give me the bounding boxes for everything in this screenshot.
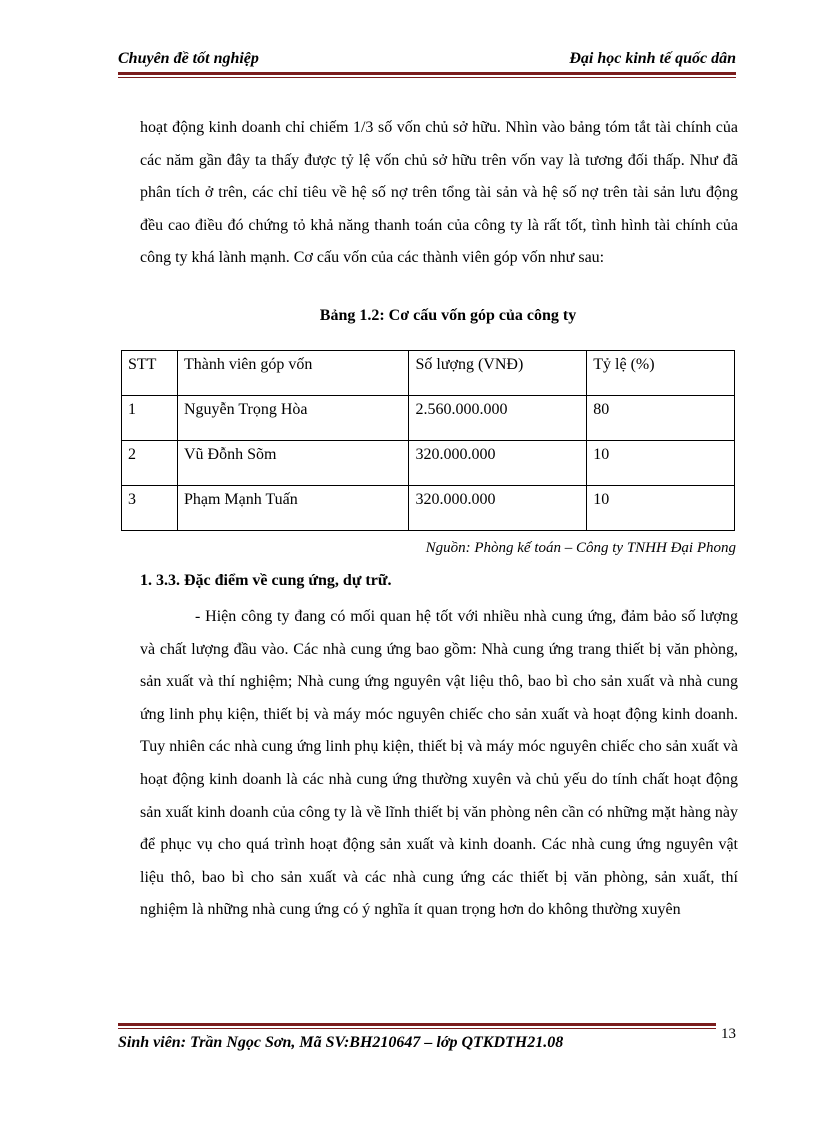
table-cell: 10	[587, 486, 735, 531]
page-header	[118, 50, 736, 72]
capital-table	[121, 350, 735, 531]
section-heading: 1. 3.3. Đặc điểm về cung ứng, dự trữ.	[140, 572, 392, 589]
table-cell: Phạm Mạnh Tuấn	[177, 486, 409, 531]
table-cell: 320.000.000	[409, 486, 587, 531]
footer-rule	[118, 1023, 716, 1029]
page-number: 13	[721, 1026, 736, 1042]
header-cell: Thành viên góp vốn	[177, 351, 409, 396]
header-thesis-title: Chuyên đề tốt nghiệp	[118, 50, 259, 67]
header-rule	[118, 72, 736, 78]
table-row	[122, 441, 735, 486]
table-cell: 3	[122, 486, 178, 531]
table-header-row	[122, 351, 735, 396]
table-cell: 2	[122, 441, 178, 486]
table-cell: 10	[587, 441, 735, 486]
table-source-note: Nguồn: Phòng kế toán – Công ty TNHH Đại Phong	[425, 540, 736, 556]
header-cell: Số lượng (VNĐ)	[409, 351, 587, 396]
table-cell: Vũ Đỗnh Sõm	[177, 441, 409, 486]
table-cell: 1	[122, 396, 178, 441]
header-cell: Tỷ lệ (%)	[587, 351, 735, 396]
paragraph-suppliers: - Hiện công ty đang có mối quan hệ tốt với nhiều nhà cung ứng, đảm bảo số lượng và chất lượng đầu vào. Các nhà cung ứng bao gồm: Nhà cung ứng trang thiết bị văn phòng, sản xuất và thí nghiệm; Nhà cung ứng nguyên vật liệu thô, bao bì cho sản xuất và nhà cung ứng linh phụ kiện, thiết bị và máy móc nguyên chiếc cho sản xuất và hoạt động kinh doanh. Tuy nhiên các nhà cung ứng linh phụ kiện, thiết bị và máy móc nguyên chiếc cho sản xuất và hoạt động kinh doanh là các nhà cung ứng thường xuyên và chủ yếu do tính chất hoạt động sản xuất kinh doanh của công ty là về lĩnh thiết bị văn phòng nên cần có những mặt hàng này để phục vụ cho quá trình hoạt động sản xuất và kinh doanh. Các nhà cung ứng nguyên vật liệu thô, bao bì cho sản xuất và các nhà cung ứng các thiết bị văn phòng, sản xuất, thí nghiệm là những nhà cung ứng có ý nghĩa ít quan trọng hơn do không thường xuyên	[140, 608, 738, 919]
page-footer: Sinh viên: Trần Ngọc Sơn, Mã SV:BH210647 – lớp QTKDTH21.08	[118, 1034, 564, 1051]
table-cell: 320.000.000	[409, 441, 587, 486]
table-row	[122, 396, 735, 441]
table-cell: 2.560.000.000	[409, 396, 587, 441]
table-cell: Nguyễn Trọng Hòa	[177, 396, 409, 441]
table-caption: Bảng 1.2: Cơ cấu vốn góp của công ty	[319, 307, 577, 324]
paragraph-capital-intro: hoạt động kinh doanh chỉ chiếm 1/3 số vốn chủ sở hữu. Nhìn vào bảng tóm tắt tài chính của các năm gần đây ta thấy được tỷ lệ vốn chủ sở hữu trên vốn vay là tương đối thấp. Như đã phân tích ở trên, các chỉ tiêu về hệ số nợ trên tổng tài sản và hệ số nợ trên tài sản lưu động đều cao điều đó chứng tỏ khả năng thanh toán của công ty là rất tốt, tình hình tài chính của công ty khá lành mạnh. Cơ cấu vốn của các thành viên góp vốn như sau:	[140, 119, 738, 267]
table-row	[122, 486, 735, 531]
header-cell: STT	[122, 351, 178, 396]
header-university: Đại học kinh tế quốc dân	[569, 50, 736, 67]
table-cell: 80	[587, 396, 735, 441]
